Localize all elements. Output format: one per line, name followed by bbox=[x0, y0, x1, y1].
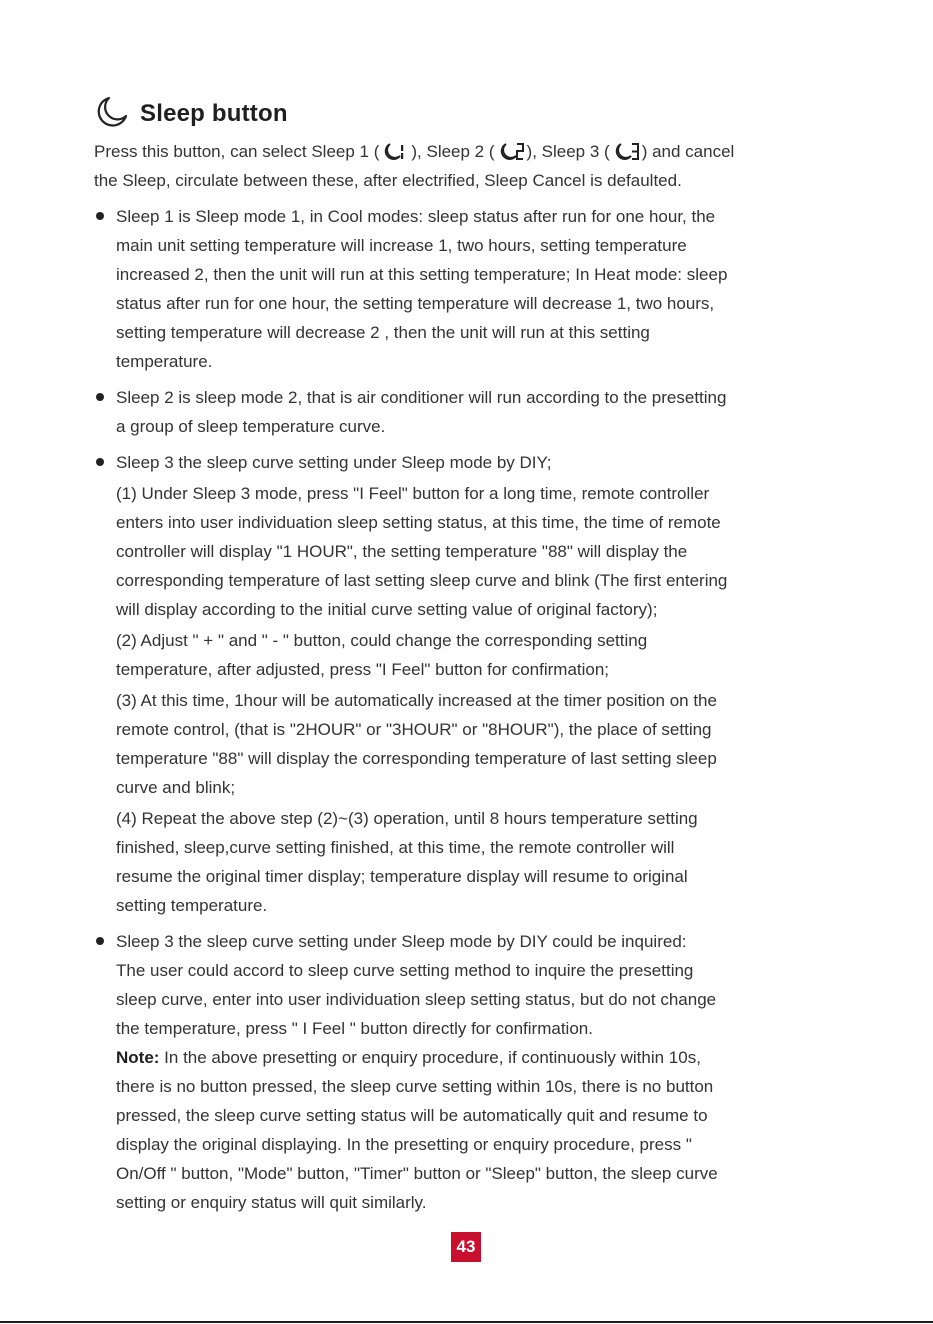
section-heading bbox=[94, 92, 288, 132]
sleep-3-icon bbox=[612, 141, 640, 163]
step-line: (1) Under Sleep 3 mode, press "I Feel" button for a long time, remote controller bbox=[116, 484, 710, 503]
text-line: will display according to the initial curve setting value of original factory); bbox=[116, 600, 658, 619]
sleep-1-icon bbox=[381, 141, 409, 163]
page-title: Sleep button bbox=[140, 100, 288, 127]
text-line: sleep curve, enter into user individuation sleep setting status, but do not change bbox=[116, 990, 717, 1009]
text-line: temperature, after adjusted, press "I Feel" button for confirmation; bbox=[116, 660, 610, 679]
text-line: temperature "88" will display the corresponding temperature of last setting sleep bbox=[116, 749, 717, 768]
bullet-dot bbox=[96, 212, 104, 220]
text-line: Sleep 2 is sleep mode 2, that is air conditioner will run according to the presetting bbox=[116, 388, 727, 407]
note-label: Note: bbox=[116, 1048, 160, 1067]
note-text: In the above presetting or enquiry procedure, if continuously within 10s, bbox=[159, 1048, 701, 1067]
text-line: main unit setting temperature will increase 1, two hours, setting temperature bbox=[116, 236, 687, 255]
bullet-item-sleep-1 bbox=[94, 202, 854, 376]
text-line: remote control, (that is "2HOUR" or "3HOUR" or "8HOUR"), the place of setting bbox=[116, 720, 712, 739]
text-line: The user could accord to sleep curve setting method to inquire the presetting bbox=[116, 961, 694, 980]
text-line: corresponding temperature of last setting sleep curve and blink (The first entering bbox=[116, 571, 728, 590]
step-line: (2) Adjust " + " and " - " button, could change the corresponding setting bbox=[116, 631, 648, 650]
intro-text: Press this button, can select Sleep 1 ( bbox=[94, 142, 380, 161]
text-line: temperature. bbox=[116, 352, 213, 371]
step-line: (4) Repeat the above step (2)~(3) operation, until 8 hours temperature setting bbox=[116, 809, 698, 828]
text-line: curve and blink; bbox=[116, 778, 236, 797]
step-line: (3) At this time, 1hour will be automatically increased at the timer position on the bbox=[116, 691, 717, 710]
bullet-item-sleep-2 bbox=[94, 383, 854, 441]
text-line: increased 2, then the unit will run at this setting temperature; In Heat mode: sleep bbox=[116, 265, 728, 284]
intro-text: ), Sleep 3 ( bbox=[526, 142, 610, 161]
intro-line-1 bbox=[94, 137, 854, 166]
sleep-2-icon bbox=[497, 141, 525, 163]
bullet-dot bbox=[96, 393, 104, 401]
text-line: display the original displaying. In the presetting or enquiry procedure, press " bbox=[116, 1135, 692, 1154]
text-line: finished, sleep,curve setting finished, at this time, the remote controller will bbox=[116, 838, 675, 857]
text-line: resume the original timer display; temperature display will resume to original bbox=[116, 867, 688, 886]
bullet-dot bbox=[96, 458, 104, 466]
intro-paragraph bbox=[94, 137, 854, 195]
note-line bbox=[116, 1043, 854, 1072]
text-line: Sleep 3 the sleep curve setting under Sleep mode by DIY could be inquired: bbox=[116, 932, 687, 951]
text-line: setting or enquiry status will quit similarly. bbox=[116, 1193, 427, 1212]
text-line: Sleep 1 is Sleep mode 1, in Cool modes: sleep status after run for one hour, the bbox=[116, 207, 716, 226]
text-line: On/Off " button, "Mode" button, "Timer" button or "Sleep" button, the sleep curve bbox=[116, 1164, 718, 1183]
text-line: enters into user individuation sleep setting status, at this time, the time of remote bbox=[116, 513, 721, 532]
intro-text: ) and cancel bbox=[641, 142, 735, 161]
page-edge-line bbox=[0, 1321, 933, 1323]
text-line: there is no button pressed, the sleep curve setting within 10s, there is no button bbox=[116, 1077, 714, 1096]
text-line: controller will display "1 HOUR", the setting temperature "88" will display the bbox=[116, 542, 688, 561]
moon-icon bbox=[94, 94, 130, 130]
intro-line-2: the Sleep, circulate between these, after electrified, Sleep Cancel is defaulted. bbox=[94, 171, 682, 190]
text-line: the temperature, press " I Feel " button directly for confirmation. bbox=[116, 1019, 593, 1038]
bullet-item-sleep-3-inquiry bbox=[94, 927, 854, 1217]
text-line: Sleep 3 the sleep curve setting under Sleep mode by DIY; bbox=[116, 453, 552, 472]
text-line: setting temperature will decrease 2 , then the unit will run at this setting bbox=[116, 323, 650, 342]
bullet-dot bbox=[96, 937, 104, 945]
text-line: status after run for one hour, the setting temperature will decrease 1, two hours, bbox=[116, 294, 715, 313]
intro-text: ), Sleep 2 ( bbox=[411, 142, 495, 161]
text-line: setting temperature. bbox=[116, 896, 268, 915]
text-line: pressed, the sleep curve setting status will be automatically quit and resume to bbox=[116, 1106, 708, 1125]
bullet-list bbox=[94, 202, 854, 1217]
page-number: 43 bbox=[451, 1232, 481, 1262]
text-line: a group of sleep temperature curve. bbox=[116, 417, 386, 436]
bullet-item-sleep-3-diy bbox=[94, 448, 854, 920]
